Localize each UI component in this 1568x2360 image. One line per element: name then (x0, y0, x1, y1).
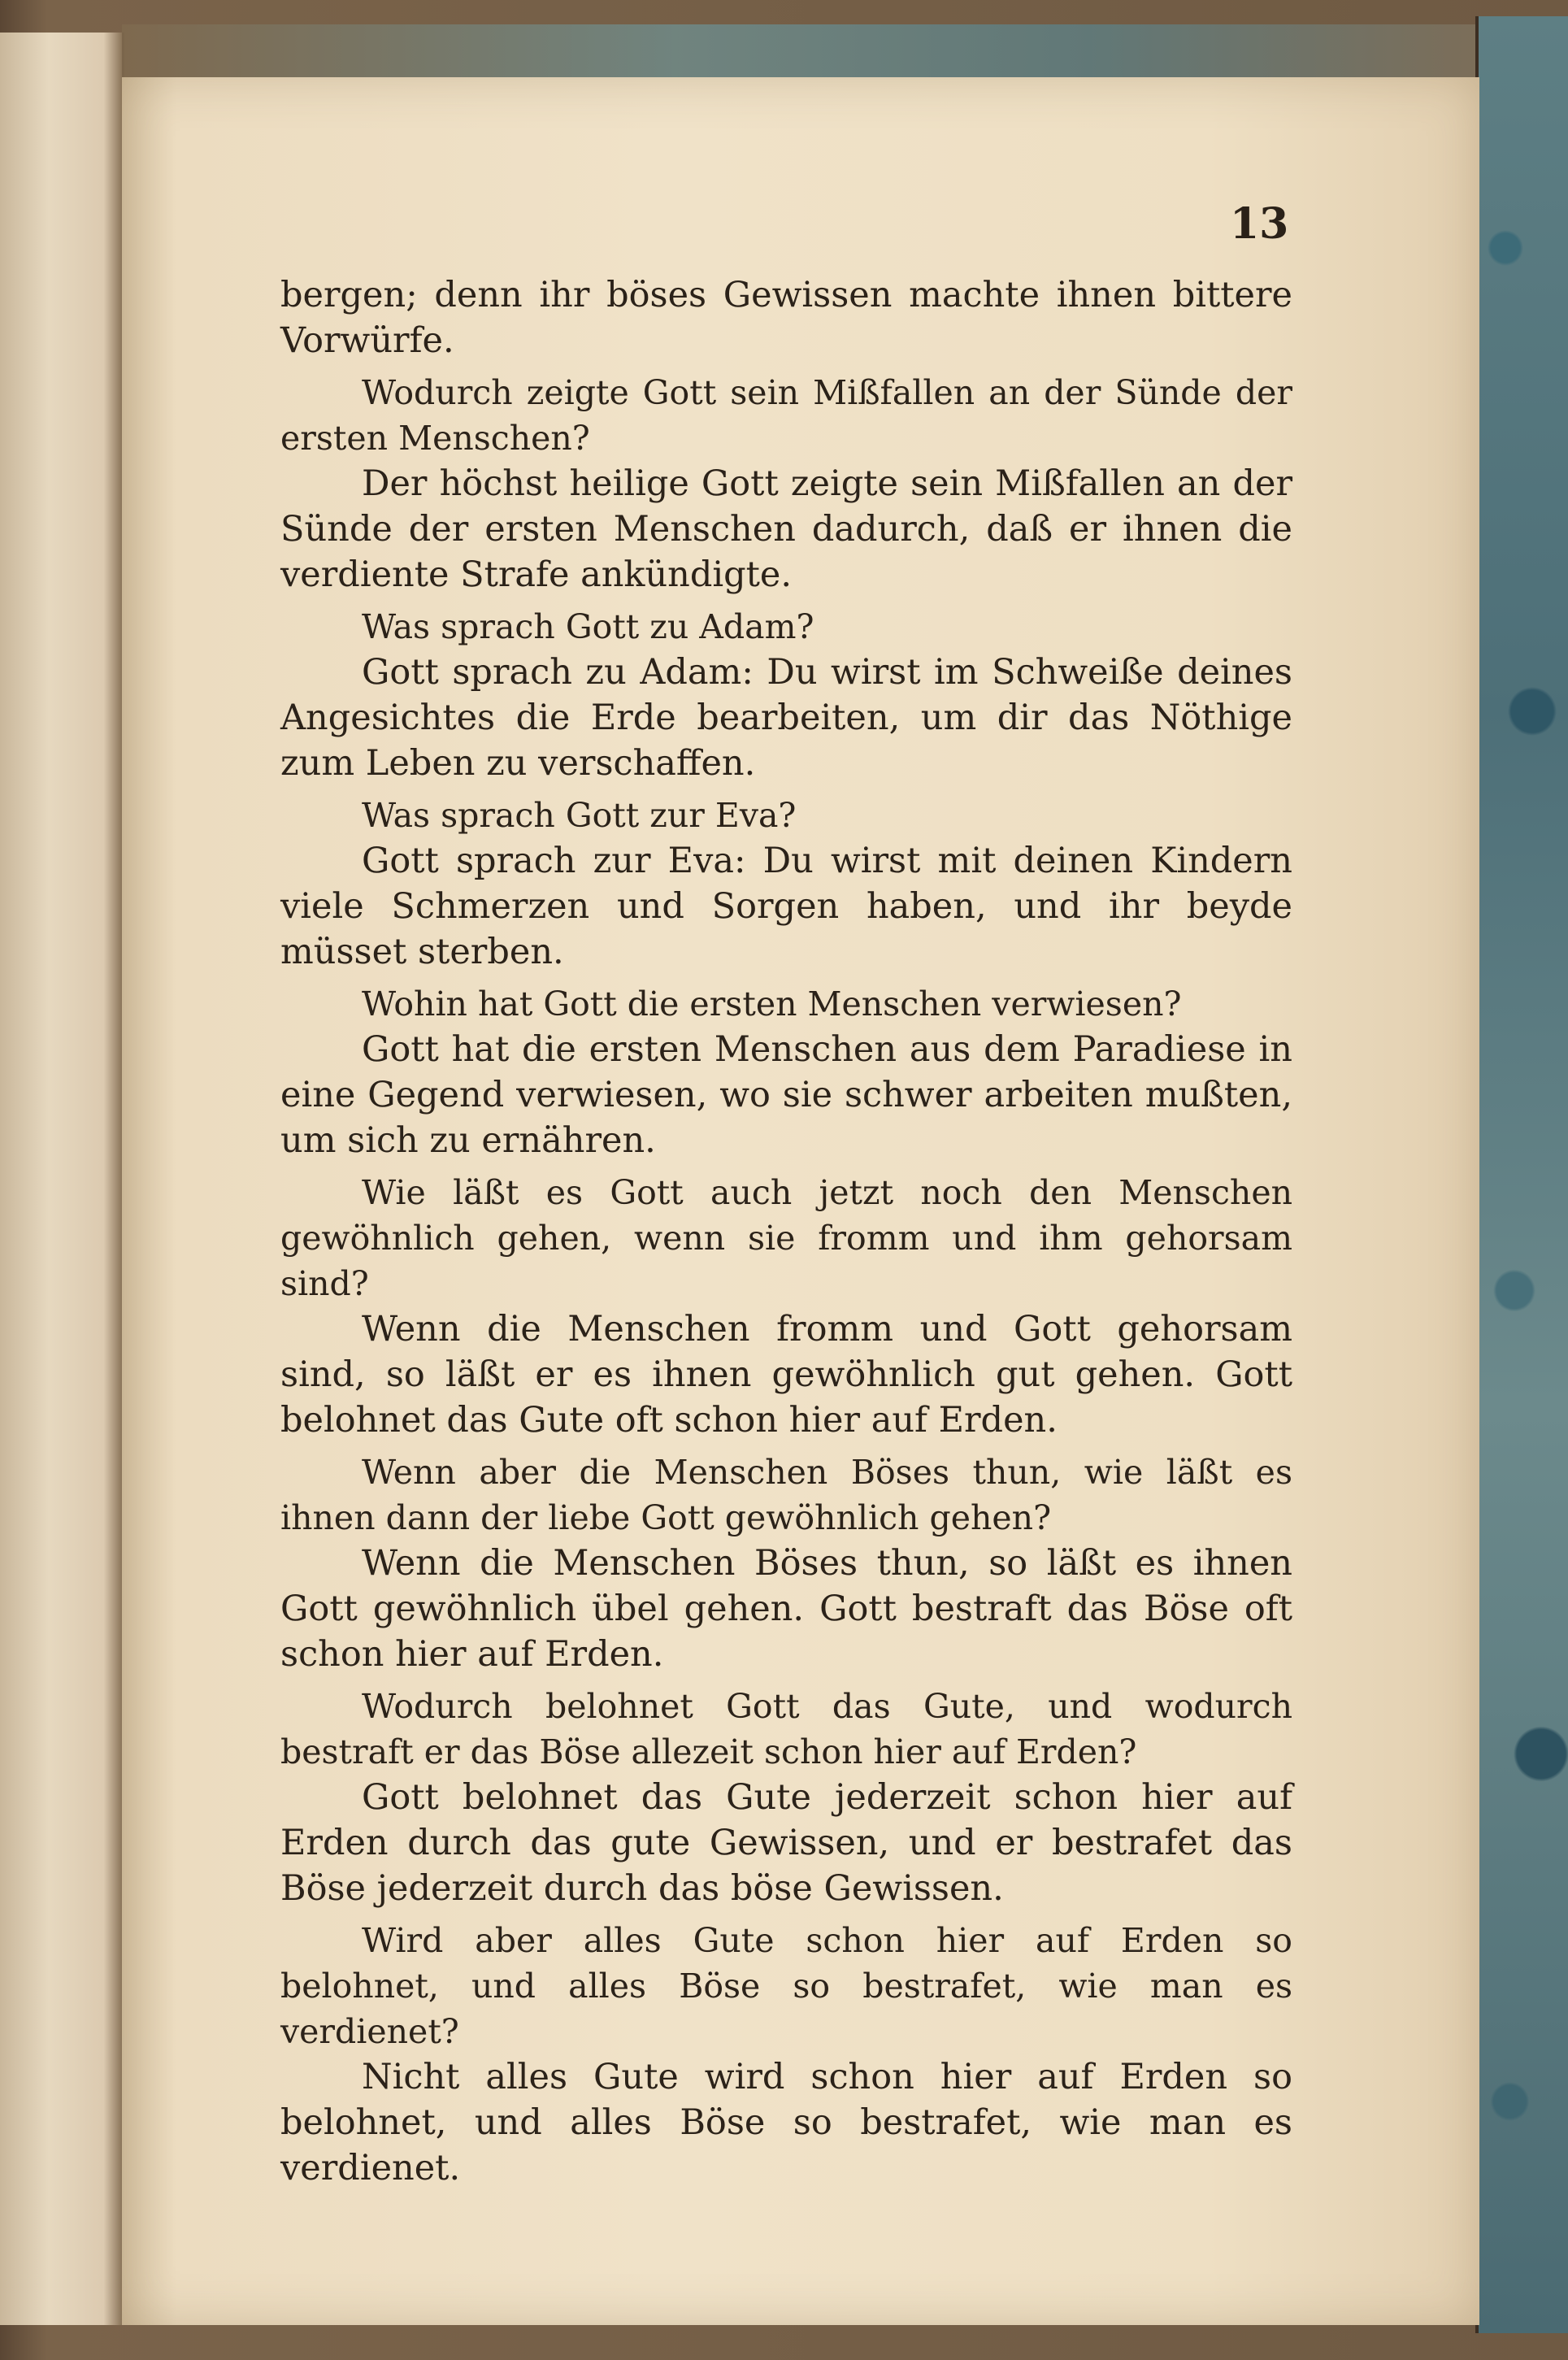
paragraph-question: Wie läßt es Gott auch jetzt noch den Menschen gewöhnlich gehen, wenn sie fromm und ihm gehorsam sind? (280, 1173, 1292, 1303)
paragraph-answer: Der höchst heilige Gott zeigte sein Mißfallen an der Sünde der ersten Menschen dadurch, daß er ihnen die verdiente Strafe ankündigte. (280, 463, 1292, 595)
paragraph-answer: Gott hat die ersten Menschen aus dem Paradiese in eine Gegend verwiesen, wo sie schwer arbeiten mußten, um sich zu ernähren. (280, 1029, 1292, 1161)
paragraph-question: Was sprach Gott zu Adam? (362, 607, 814, 646)
paragraph-answer: Nicht alles Gute wird schon hier auf Erden so belohnet, und alles Böse so bestrafet, wie man es verdienet. (280, 2057, 1292, 2188)
paragraph-answer: Wenn die Menschen Böses thun, so läßt es ihnen Gott gewöhnlich übel gehen. Gott bestraft das Böse oft schon hier auf Erden. (280, 1543, 1292, 1675)
paragraph-question: Was sprach Gott zur Eva? (362, 796, 797, 835)
page-text (280, 272, 1292, 2191)
page-number: 13 (1230, 199, 1289, 249)
paragraph-answer: Wenn die Menschen fromm und Gott gehorsam sind, so läßt er es ihnen gewöhnlich gut gehen. Gott belohnet das Gute oft schon hier auf Erden. (280, 1309, 1292, 1441)
paragraph-answer: Gott sprach zur Eva: Du wirst mit deinen Kindern viele Schmerzen und Sorgen haben, und ihr beyde müsset sterben. (280, 841, 1292, 972)
paragraph-question: Wird aber alles Gute schon hier auf Erden so belohnet, und alles Böse so bestrafet, wie man es verdienet? (280, 1921, 1292, 2051)
paragraph-answer: Gott sprach zu Adam: Du wirst im Schweiße deines Angesichtes die Erde bearbeiten, um dir das Nöthige zum Leben zu verschaffen. (280, 652, 1292, 784)
marbled-cover (1475, 16, 1568, 2333)
paragraph-question: Wohin hat Gott die ersten Menschen verwiesen? (362, 984, 1182, 1024)
paragraph-question: Wenn aber die Menschen Böses thun, wie läßt es ihnen dann der liebe Gott gewöhnlich gehen? (280, 1453, 1292, 1537)
paragraph-question: Wodurch belohnet Gott das Gute, und wodurch bestraft er das Böse allezeit schon hier auf Erden? (280, 1687, 1292, 1771)
paragraph-question: Wodurch zeigte Gott sein Mißfallen an der Sünde der ersten Menschen? (280, 373, 1292, 458)
left-page-edge (0, 33, 124, 2325)
paragraph-answer-continued: bergen; denn ihr böses Gewissen machte ihnen bittere Vorwürfe. (280, 275, 1292, 361)
paragraph-answer: Gott belohnet das Gute jederzeit schon hier auf Erden durch das gute Gewissen, und er bestrafet das Böse jederzeit durch das böse Gewissen. (280, 1777, 1292, 1909)
